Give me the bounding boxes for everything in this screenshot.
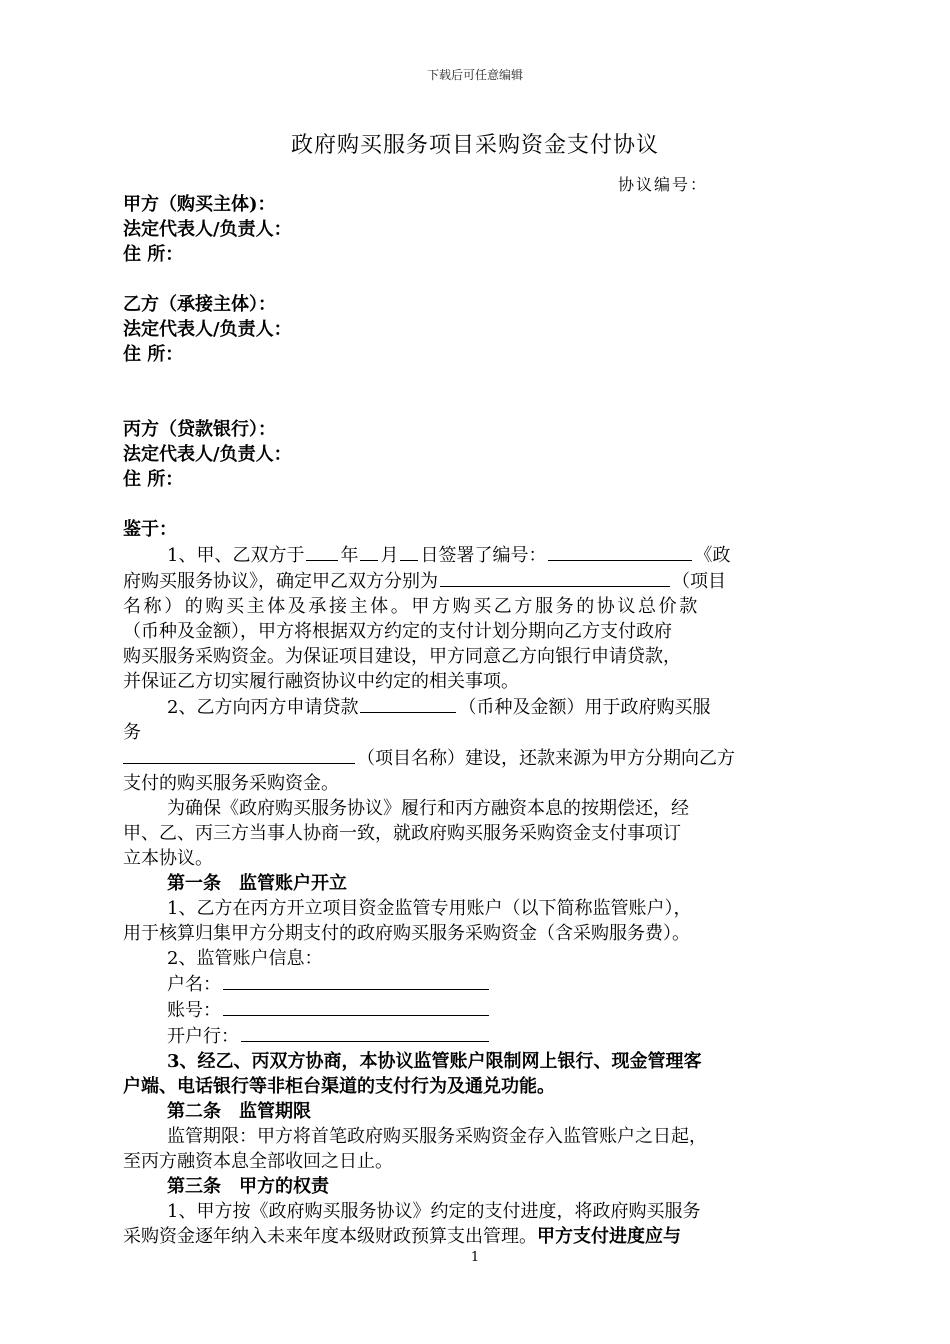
party-b-role: 乙方（承接主体）： (123, 294, 276, 315)
whereas-heading: 鉴于： (123, 519, 177, 540)
p2-text: （项目名称）建设，还款来源为甲方分期向乙方 (357, 748, 735, 769)
document-body (123, 192, 830, 1249)
party-b-address: 住 所： (123, 344, 184, 365)
p3-line1: 为确保《政府购买服务协议》履行和丙方融资本息的按期偿还，经 (167, 798, 689, 819)
p2-line2: 务 (123, 722, 141, 743)
year-blank (306, 542, 338, 561)
p1-line6: 并保证乙方切实履行融资协议中约定的相关事项。 (123, 671, 519, 692)
art1-item2: 2、监管账户信息： (167, 948, 323, 969)
document-title: 政府购买服务项目采购资金支付协议 (290, 133, 659, 158)
art3-line2 (123, 1224, 830, 1249)
article-1-heading: 第一条 监管账户开立 (167, 873, 347, 894)
p2-line4: 支付的购买服务采购资金。 (123, 773, 339, 794)
p1-line3: 名称）的购买主体及承接主体。甲方购买乙方服务的协议总价款 (123, 596, 700, 617)
p1-text: 日签署了编号： (420, 545, 547, 566)
p2-line3 (123, 745, 830, 771)
account-number-label: 账号： (167, 1000, 221, 1021)
agreement-number-label: 协议编号： (618, 175, 709, 194)
p3-line3: 立本协议。 (123, 848, 213, 869)
party-a-address: 住 所： (123, 244, 184, 265)
article-2-heading: 第二条 监管期限 (167, 1101, 311, 1122)
agreement-number-blank (548, 542, 692, 561)
account-number-row (123, 997, 830, 1023)
p1-line2 (123, 568, 830, 594)
art1-item3-line1: 3、经乙、丙双方协商，本协议监管账户限制网上银行、现金管理客 (167, 1051, 702, 1072)
p1-text: （项目 (672, 571, 726, 592)
account-number-blank (223, 997, 489, 1016)
article-3-heading: 第三条 甲方的权责 (167, 1176, 329, 1197)
party-c-role: 丙方（贷款银行）： (123, 419, 276, 440)
art1-item1-line2: 用于核算归集甲方分期支付的政府购买服务采购资金（含采购服务费）。 (123, 923, 690, 944)
opening-bank-label: 开户行： (167, 1026, 239, 1047)
loan-amount-blank (360, 694, 456, 713)
page-number: 1 (470, 1250, 480, 1265)
p1-text: 《政 (694, 545, 731, 566)
p3-line2: 甲、乙、丙三方当事人协商一致，就政府购买服务采购资金支付事项订 (123, 823, 681, 844)
party-a-role: 甲方（购买主体)： (123, 194, 276, 215)
month-blank (360, 542, 378, 561)
art3-bold-text: 甲方支付进度应与 (537, 1226, 681, 1247)
p1-line4: （币种及金额），甲方将根据双方约定的支付计划分期向乙方支付政府 (123, 621, 672, 642)
p2-text: 2、乙方向丙方申请贷款 (167, 697, 359, 718)
day-blank (400, 542, 418, 561)
art3-text: 采购资金逐年纳入未来年度本级财政预算支出管理。 (123, 1226, 537, 1247)
party-c-address: 住 所： (123, 469, 184, 490)
opening-bank-blank (241, 1023, 489, 1042)
account-name-label: 户名： (167, 974, 221, 995)
p1-text: 1、甲、乙双方于 (167, 545, 305, 566)
art1-item1-line1: 1、乙方在丙方开立项目资金监管专用账户（以下简称监管账户）， (167, 898, 692, 919)
art2-line2: 至丙方融资本息全部收回之日止。 (123, 1151, 393, 1172)
p1-text: 月 (380, 545, 399, 566)
party-a-rep: 法定代表人/负责人： (123, 219, 292, 240)
art2-line1: 监管期限：甲方将首笔政府购买服务采购资金存入监管账户之日起， (167, 1126, 707, 1147)
project-name-blank (440, 568, 670, 587)
header-note: 下载后可任意编辑 (426, 68, 523, 82)
p1-line5: 购买服务采购资金。为保证项目建设，甲方同意乙方向银行申请贷款， (123, 646, 681, 667)
project-blank (123, 745, 355, 764)
party-c-rep: 法定代表人/负责人： (123, 444, 292, 465)
art1-item3-line2: 户端、电话银行等非柜台渠道的支付行为及通兑功能。 (123, 1076, 555, 1097)
opening-bank-row (123, 1023, 830, 1049)
p2-line1 (123, 694, 830, 720)
account-name-row (123, 971, 830, 997)
party-b-rep: 法定代表人/负责人： (123, 319, 292, 340)
art3-line1: 1、甲方按《政府购买服务协议》约定的支付进度，将政府购买服务 (167, 1201, 701, 1222)
p2-text: （币种及金额）用于政府购买服 (458, 697, 711, 718)
account-name-blank (223, 971, 489, 990)
p1-text: 府购买服务协议》，确定甲乙双方分别为 (123, 571, 438, 592)
p1-text: 年 (340, 545, 359, 566)
p1-line1 (123, 542, 830, 568)
